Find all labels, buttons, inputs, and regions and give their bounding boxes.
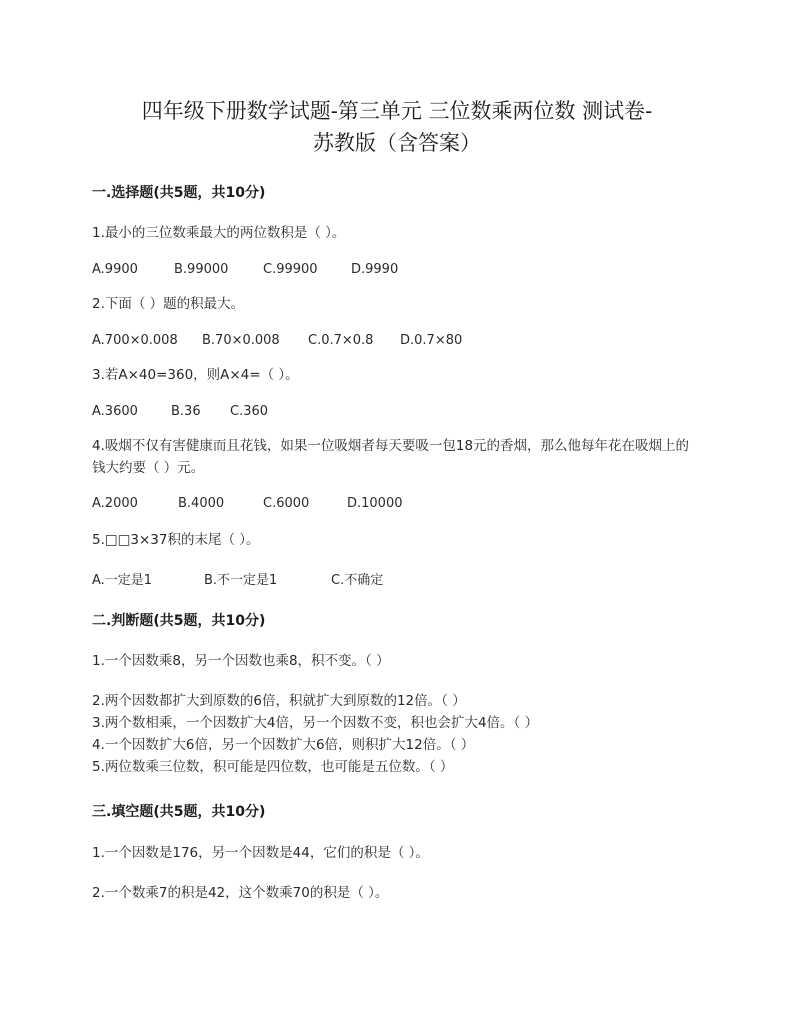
judge-question-1: 1.一个因数乘8，另一个因数也乘8，积不变。（ ） [92, 653, 390, 669]
option-a: A.700×0.008 [92, 333, 178, 348]
option-c: C.6000 [263, 496, 310, 511]
section-heading-judge: 二.判断题(共5题，共10分) [92, 613, 266, 629]
option-c: C.99900 [263, 262, 318, 277]
fill-question-1: 1.一个因数是176，另一个因数是44，它们的积是（ ）。 [92, 845, 429, 861]
choice-question-5: 5.□□3×37积的末尾（ ）。 [92, 532, 260, 548]
option-c: C.不确定 [331, 573, 384, 588]
judge-question-4: 4.一个因数扩大6倍，另一个因数扩大6倍，则积扩大12倍。（ ） [92, 737, 475, 753]
option-d: D.0.7×80 [400, 333, 463, 348]
choice-question-3: 3.若A×40=360，则A×4=（ ）。 [92, 367, 299, 383]
option-b: B.不一定是1 [204, 573, 278, 588]
option-b: B.4000 [178, 496, 225, 511]
title-line-1: 四年级下册数学试题-第三单元 三位数乘两位数 测试卷- [141, 99, 653, 123]
option-c: C.360 [230, 404, 269, 419]
option-b: B.70×0.008 [202, 333, 280, 348]
page-title [60, 95, 734, 159]
fill-question-2: 2.一个数乘7的积是42，这个数乘70的积是（ ）。 [92, 885, 389, 901]
option-d: D.10000 [347, 496, 403, 511]
title-line-2: 苏教版（含答案） [313, 131, 481, 155]
option-b: B.36 [171, 404, 201, 419]
judge-question-3: 3.两个数相乘，一个因数扩大4倍，另一个因数不变，积也会扩大4倍。（ ） [92, 715, 539, 731]
judge-question-5: 5.两位数乘三位数，积可能是四位数，也可能是五位数。（ ） [92, 759, 454, 775]
judge-question-2: 2.两个因数都扩大到原数的6倍，积就扩大到原数的12倍。（ ） [92, 693, 466, 709]
option-a: A.9900 [92, 262, 138, 277]
choice-question-1: 1.最小的三位数乘最大的两位数积是（ ）。 [92, 225, 346, 241]
option-a: A.3600 [92, 404, 138, 419]
option-a: A.2000 [92, 496, 138, 511]
choice-question-4: 4.吸烟不仅有害健康而且花钱，如果一位吸烟者每天要吸一包18元的香烟，那么他每年花在吸烟上的钱大约要（ ）元。 [92, 438, 690, 476]
section-heading-fill: 三.填空题(共5题，共10分) [92, 804, 266, 820]
option-c: C.0.7×0.8 [308, 333, 374, 348]
option-d: D.9990 [351, 262, 399, 277]
option-a: A.一定是1 [92, 573, 153, 588]
option-b: B.99000 [174, 262, 229, 277]
section-heading-choice: 一.选择题(共5题，共10分) [92, 185, 266, 201]
choice-question-2: 2.下面（ ）题的积最大。 [92, 296, 245, 312]
